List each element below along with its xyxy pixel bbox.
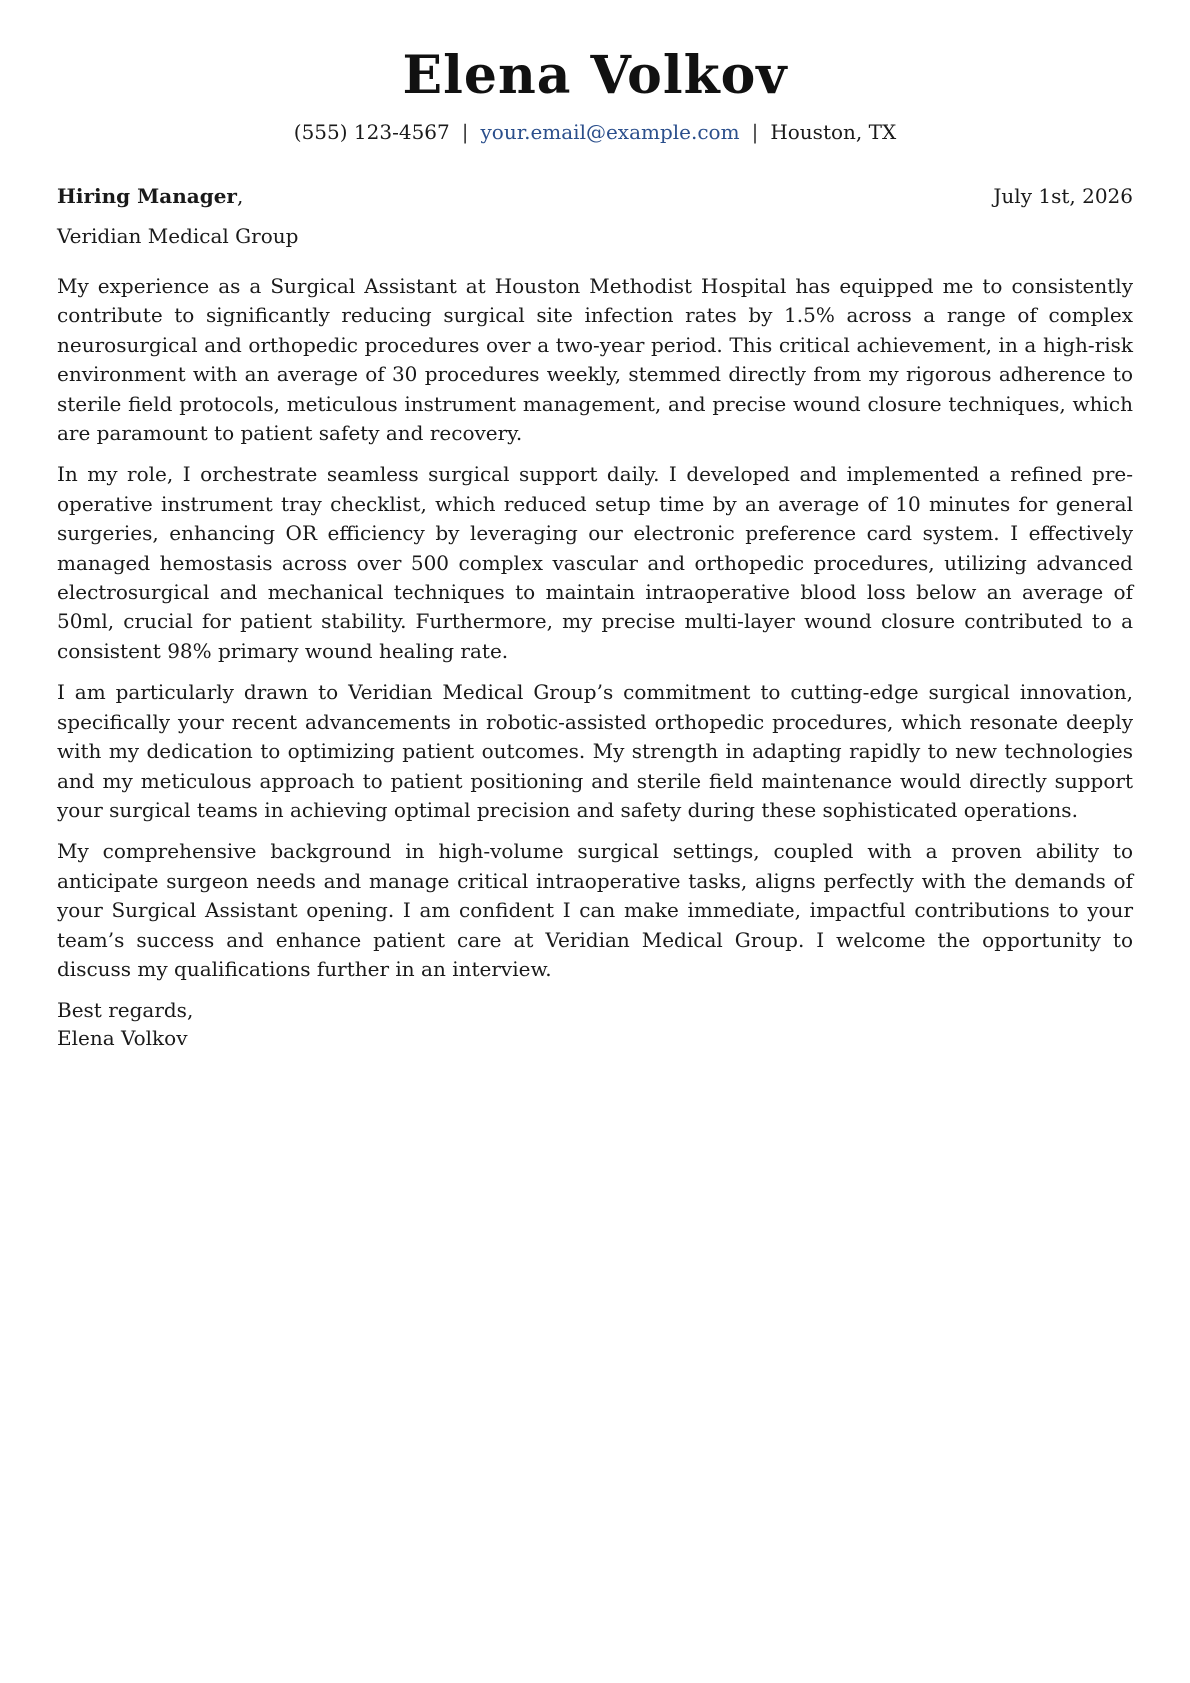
recipient-date-row xyxy=(57,182,1133,210)
contact-separator: | xyxy=(751,120,759,144)
recipient-company: Veridian Medical Group xyxy=(57,224,299,248)
phone-number: (555) 123-4567 xyxy=(293,120,450,144)
letter-body xyxy=(57,272,1133,984)
body-paragraph: In my role, I orchestrate seamless surgical support daily. I developed and implemented a refined pre-operative instrument tray checklist, which reduced setup time by an average of 10 minutes for general surgeries, enhancing OR efficiency by leveraging our electronic preference card system. I effectively managed hemostasis across over 500 complex vascular and orthopedic procedures, utilizing advanced electrosurgical and mechanical techniques to maintain intraoperative blood loss below an average of 50ml, crucial for patient stability. Furthermore, my precise multi-layer wound closure contributed to a consistent 98% primary wound healing rate. xyxy=(57,462,1133,663)
contact-line xyxy=(57,118,1133,146)
applicant-name: Elena Volkov xyxy=(402,45,788,106)
location: Houston, TX xyxy=(770,120,897,144)
body-paragraph: I am particularly drawn to Veridian Medical Group’s commitment to cutting-edge surgical innovation, specifically your recent advancements in robotic-assisted orthopedic procedures, which resonate deeply with my dedication to optimizing patient outcomes. My strength in adapting rapidly to new technologies and my meticulous approach to patient positioning and sterile field maintenance would directly support your surgical teams in achieving optimal precision and safety during these sophisticated operations. xyxy=(57,680,1133,822)
letter-header xyxy=(57,40,1133,146)
letter-date: July 1st, 2026 xyxy=(993,184,1133,208)
email-link[interactable]: your.email@example.com xyxy=(480,120,740,144)
closing-salutation: Best regards, xyxy=(57,998,194,1023)
letter-closing xyxy=(57,996,1133,1052)
recipient-name: Hiring Manager xyxy=(57,184,237,208)
closing-signature: Elena Volkov xyxy=(57,1026,188,1051)
recipient-comma: , xyxy=(236,184,244,208)
recipient-line xyxy=(57,182,243,210)
body-paragraph: My experience as a Surgical Assistant at Houston Methodist Hospital has equipped me to consistently contribute to significantly reducing surgical site infection rates by 1.5% across a range of complex neurosurgical and orthopedic procedures over a two-year period. This critical achievement, in a high-risk environment with an average of 30 procedures weekly, stemmed directly from my rigorous adherence to sterile field protocols, meticulous instrument management, and precise wound closure techniques, which are paramount to patient safety and recovery. xyxy=(57,274,1133,446)
contact-separator: | xyxy=(461,120,469,144)
body-paragraph: My comprehensive background in high-volume surgical settings, coupled with a proven ability to anticipate surgeon needs and manage critical intraoperative tasks, aligns perfectly with the demands of your Surgical Assistant opening. I am confident I can make immediate, impactful contributions to your team’s success and enhance patient care at Veridian Medical Group. I welcome the opportunity to discuss my qualifications further in an interview. xyxy=(57,839,1133,981)
